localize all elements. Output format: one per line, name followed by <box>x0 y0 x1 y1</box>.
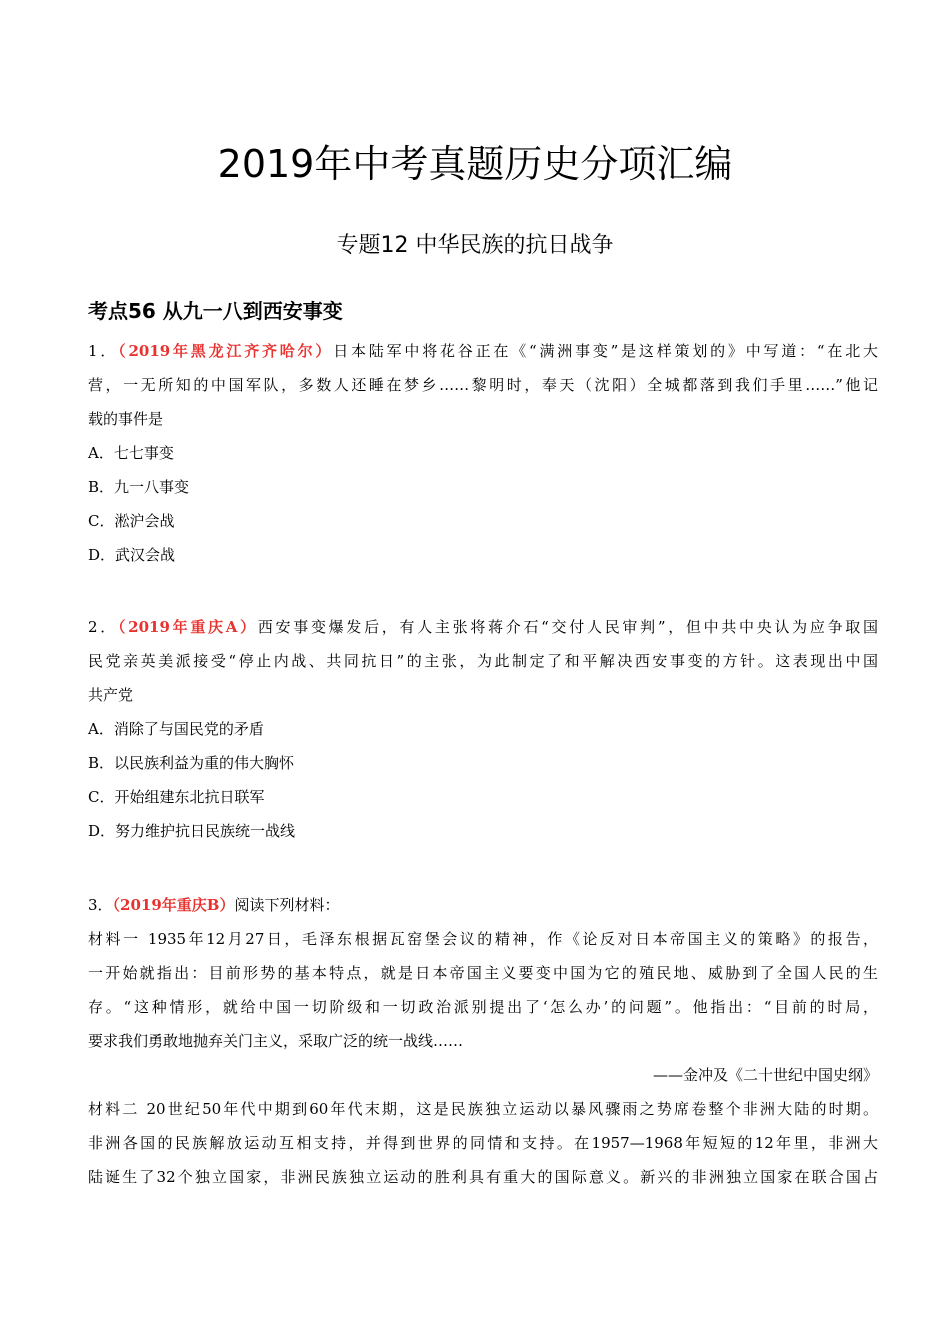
option-a: A．消除了与国民党的矛盾 <box>88 720 264 738</box>
document-title: 2019年中考真题历史分项汇编 <box>217 142 733 186</box>
question-source: （2019年重庆A） <box>117 618 258 636</box>
option-c: C．淞沪会战 <box>88 512 175 530</box>
section-heading: 考点56 从九一八到西安事变 <box>88 299 343 323</box>
option-b: B．以民族利益为重的伟大胸怀 <box>88 754 295 772</box>
question-1-stem-line: 载的事件是 <box>88 410 164 428</box>
question-1 <box>88 334 878 572</box>
material-two-line: 非洲各国的民族解放运动互相支持，并得到世界的同情和支持。在1957—1968年短短的12年里，非洲大 <box>88 1134 878 1152</box>
material-citation: ——金冲及《二十世纪中国史纲》 <box>652 1066 878 1084</box>
question-2-stem-line: 民党亲英美派接受“停止内战、共同抗日”的主张，为此制定了和平解决西安事变的方针。这表现出中国 <box>88 652 878 670</box>
question-source: （2019年重庆B） <box>112 896 235 914</box>
material-one-line: 存。“这种情形，就给中国一切阶级和一切政治派别提出了‘怎么办’的问题”。他指出：“目前的时局， <box>88 998 878 1016</box>
material-one-line: 要求我们勇敢地抛弃关门主义，采取广泛的统一战线…… <box>88 1032 464 1050</box>
topic-subtitle: 专题12 中华民族的抗日战争 <box>336 233 614 258</box>
stem-text: 阅读下列材料： <box>234 896 340 914</box>
stem-text: 日本陆军中将花谷正在《“满洲事变”是这样策划的》中写道：“在北大 <box>333 342 879 360</box>
material-one-line: 一开始就指出：目前形势的基本特点，就是日本帝国主义要变中国为它的殖民地、威胁到了全国人民的生 <box>88 964 878 982</box>
question-1-stem-line: 营，一无所知的中国军队，多数人还睡在梦乡……黎明时，奉天（沈阳）全城都落到我们手里……”他记 <box>88 376 878 394</box>
option-a: A．七七事变 <box>88 444 174 462</box>
option-d: D．努力维护抗日民族统一战线 <box>88 822 296 840</box>
question-2-stem-line: 共产党 <box>88 686 134 704</box>
question-source: （2019年黑龙江齐齐哈尔） <box>118 342 334 360</box>
option-d: D．武汉会战 <box>88 546 176 564</box>
question-3 <box>88 888 878 1194</box>
question-3-stem-line <box>88 888 878 922</box>
option-b: B．九一八事变 <box>88 478 190 496</box>
material-two-line: 材料二 20世纪50年代中期到60年代末期，这是民族独立运动以暴风骤雨之势席卷整个非洲大陆的时期。 <box>88 1100 878 1118</box>
question-number: 1． <box>88 342 119 360</box>
material-two-line: 陆诞生了32个独立国家，非洲民族独立运动的胜利具有重大的国际意义。新兴的非洲独立国家在联合国占 <box>88 1168 878 1186</box>
material-one-line: 材料一 1935年12月27日，毛泽东根据瓦窑堡会议的精神，作《论反对日本帝国主义的策略》的报告， <box>88 930 878 948</box>
stem-text: 西安事变爆发后，有人主张将蒋介石“交付人民审判”，但中共中央认为应争取国 <box>257 618 879 636</box>
question-1-stem-line <box>88 334 878 368</box>
question-2-stem-line <box>88 610 878 644</box>
question-2 <box>88 610 878 848</box>
question-number: 2． <box>88 618 118 636</box>
question-number: 3． <box>88 896 113 914</box>
option-c: C．开始组建东北抗日联军 <box>88 788 265 806</box>
